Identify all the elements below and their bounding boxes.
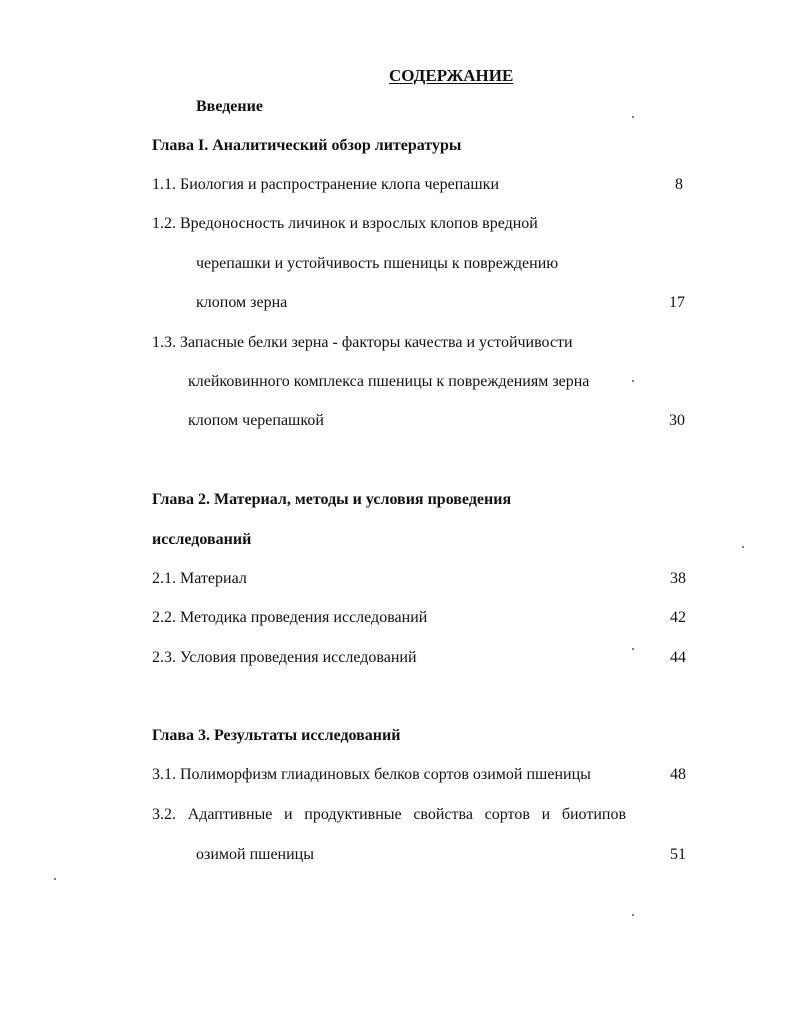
chapter-2-heading-line2: исследований bbox=[152, 531, 252, 548]
scan-speck bbox=[632, 914, 634, 916]
scan-speck bbox=[632, 116, 634, 118]
toc-entry-2-3: 2.3. Условия проведения исследований bbox=[152, 649, 417, 666]
chapter-1-heading: Глава I. Аналитический обзор литературы bbox=[152, 137, 462, 154]
word: продуктивные bbox=[304, 806, 402, 823]
toc-entry-1-3-line1: 1.3. Запасные белки зерна - факторы качества и устойчивости bbox=[152, 334, 573, 351]
scan-speck bbox=[632, 380, 634, 382]
word: и bbox=[541, 806, 551, 823]
toc-title: СОДЕРЖАНИЕ bbox=[389, 66, 514, 85]
toc-entry-3-2-line1 bbox=[152, 805, 626, 825]
toc-entry-1-2-line3: клопом зерна bbox=[196, 294, 288, 311]
page-number-2-2: 42 bbox=[670, 609, 686, 626]
page-number-1-1: 8 bbox=[675, 176, 683, 193]
word: 3.2. bbox=[152, 806, 176, 823]
chapter-2-heading-line1: Глава 2. Материал, методы и условия проведения bbox=[152, 491, 512, 508]
word: и bbox=[284, 806, 293, 823]
chapter-3-heading: Глава 3. Результаты исследований bbox=[152, 727, 401, 744]
page-number-1-2: 17 bbox=[669, 294, 685, 311]
page-number-3-2: 51 bbox=[670, 846, 686, 863]
page-number-1-3: 30 bbox=[669, 412, 685, 429]
toc-entry-1-2-line2: черепашки и устойчивость пшеницы к повреждению bbox=[196, 255, 559, 272]
word: Адаптивные bbox=[187, 806, 273, 823]
toc-entry-2-2: 2.2. Методика проведения исследований bbox=[152, 609, 428, 626]
toc-entry-1-3-line3: клопом черепашкой bbox=[188, 412, 324, 429]
page-number-2-3: 44 bbox=[670, 649, 686, 666]
scan-speck bbox=[632, 648, 634, 650]
toc-entry-2-1: 2.1. Материал bbox=[152, 570, 247, 587]
intro-heading: Введение bbox=[196, 98, 263, 115]
word: сортов bbox=[484, 806, 530, 823]
page-number-2-1: 38 bbox=[670, 570, 686, 587]
toc-entry-1-3-line2: клейковинного комплекса пшеницы к повреждениям зерна bbox=[188, 373, 590, 390]
toc-entry-3-1: 3.1. Полиморфизм глиадиновых белков сортов озимой пшеницы bbox=[152, 766, 591, 783]
toc-entry-1-1: 1.1. Биология и распространение клопа черепашки bbox=[152, 176, 500, 193]
scan-speck bbox=[742, 546, 744, 548]
toc-entry-3-2-line2: озимой пшеницы bbox=[196, 846, 314, 863]
toc-entry-1-2-line1: 1.2. Вредоносность личинок и взрослых клопов вредной bbox=[152, 215, 538, 232]
word: биотипов bbox=[561, 806, 626, 823]
word: свойства bbox=[413, 806, 473, 823]
page-number-3-1: 48 bbox=[670, 766, 686, 783]
scan-speck bbox=[54, 878, 56, 880]
